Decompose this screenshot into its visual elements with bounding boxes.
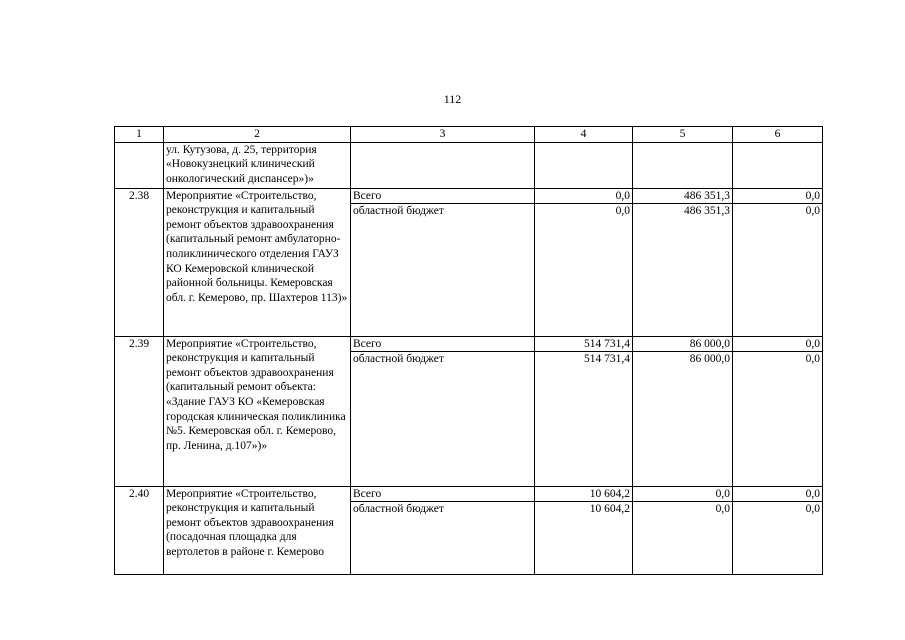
row-number: 2.39 [115, 336, 164, 486]
table-row [115, 142, 823, 188]
value-col6: 0,0 [805, 487, 820, 500]
value-col6: 0,0 [733, 351, 822, 367]
funding-source: Всего [353, 487, 382, 500]
budget-table [114, 126, 823, 575]
value-col4: 10 604,2 [535, 501, 632, 517]
value-col5: 0,0 [715, 487, 730, 500]
value-col4: 514 731,4 [584, 337, 630, 350]
value-col4: 10 604,2 [589, 487, 630, 500]
page-number: 112 [443, 92, 462, 106]
row-description: Мероприятие «Строительство, реконструкция и капитальный ремонт объектов здравоохранения (посадочная площадка для вертолетов в районе г. Кемерово [164, 486, 351, 574]
value-col4: 0,0 [615, 189, 630, 202]
value-col4: 514 731,4 [535, 351, 632, 367]
column-header: 5 [633, 127, 733, 143]
value-col5: 486 351,3 [633, 203, 732, 219]
table-row [115, 486, 823, 574]
value-col4: 0,0 [535, 203, 632, 219]
row-description: Мероприятие «Строительство, реконструкция и капитальный ремонт объектов здравоохранения (капитальный ремонт амбулаторно-поликлинического отделения ГАУЗ КО Кемеровской клинической районной больницы. Кемеровская обл. г. Кемерово, пр. Шахтеров 113)» [164, 188, 351, 336]
value-col5: 486 351,3 [684, 189, 730, 202]
value-col6: 0,0 [733, 501, 822, 517]
row-number: 2.40 [115, 486, 164, 574]
table-row [115, 188, 823, 336]
value-col6: 0,0 [805, 189, 820, 202]
row-description: Мероприятие «Строительство, реконструкция и капитальный ремонт объектов здравоохранения (капитальный ремонт объекта: «Здание ГАУЗ КО «Кемеровская городская клиническая поликлиника №5. Кемеровская обл. г. Кемерово, пр. Ленина, д.107»)» [164, 336, 351, 486]
table-header-row [115, 127, 823, 143]
column-header: 2 [164, 127, 351, 143]
value-col5: 0,0 [633, 501, 732, 517]
value-col6: 0,0 [805, 337, 820, 350]
value-col5: 86 000,0 [689, 337, 730, 350]
funding-source: областной бюджет [351, 501, 534, 517]
column-header: 4 [535, 127, 633, 143]
column-header: 3 [351, 127, 535, 143]
column-header: 1 [115, 127, 164, 143]
column-header: 6 [733, 127, 823, 143]
funding-source: Всего [353, 337, 382, 350]
continuation-description: ул. Кутузова, д. 25, территория «Новокузнецкий клинический онкологический диспансер»)» [164, 142, 351, 188]
funding-source: Всего [353, 189, 382, 202]
value-col5: 86 000,0 [633, 351, 732, 367]
row-number: 2.38 [115, 188, 164, 336]
funding-source: областной бюджет [351, 351, 534, 367]
funding-source: областной бюджет [351, 203, 534, 219]
value-col6: 0,0 [733, 203, 822, 219]
table-row [115, 336, 823, 486]
